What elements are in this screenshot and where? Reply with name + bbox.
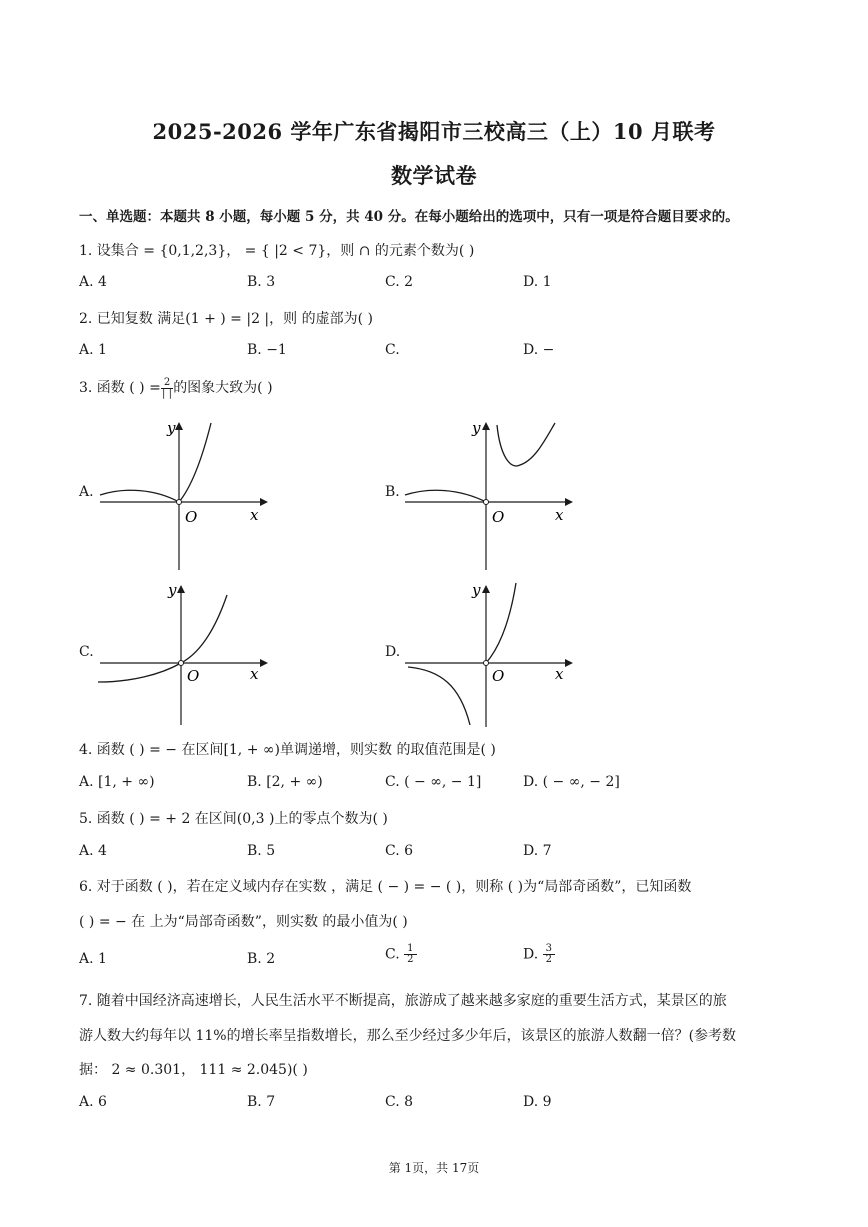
graph-d bbox=[400, 575, 580, 735]
question-2: 2. 已知复数 满足(1 + ) = |2 |，则 的虚部为( ) bbox=[79, 311, 373, 327]
origin-label: O bbox=[187, 667, 200, 685]
fraction-denominator: 2 bbox=[407, 954, 414, 965]
option-c: C. 2 bbox=[385, 274, 414, 290]
fraction bbox=[161, 378, 173, 399]
option-b: B. −1 bbox=[247, 342, 287, 358]
option-c-label: C. bbox=[79, 644, 94, 660]
option-c bbox=[385, 944, 417, 965]
option-a: A. 4 bbox=[79, 274, 107, 290]
option-b: B. 7 bbox=[247, 1094, 276, 1110]
fraction bbox=[404, 944, 416, 965]
option-d: D. 1 bbox=[523, 274, 552, 290]
origin-label: O bbox=[185, 508, 198, 526]
question-3-prefix: 3. 函数 ( ) = bbox=[79, 380, 161, 396]
x-axis-label: x bbox=[250, 506, 259, 524]
option-c: C. bbox=[385, 342, 400, 358]
option-a: A. 6 bbox=[79, 1094, 107, 1110]
option-a: A. 1 bbox=[79, 342, 107, 358]
fraction-denominator: 2 bbox=[545, 954, 553, 965]
x-axis-label: x bbox=[555, 665, 564, 683]
y-axis-label: y bbox=[168, 581, 177, 599]
option-a: A. 1 bbox=[79, 951, 107, 967]
question-3 bbox=[79, 377, 273, 399]
option-b: B. 5 bbox=[247, 843, 276, 859]
option-c: C. 6 bbox=[385, 843, 414, 859]
fraction-numerator: 1 bbox=[404, 944, 416, 955]
option-label: C. bbox=[385, 946, 400, 963]
option-c: C. 8 bbox=[385, 1094, 414, 1110]
y-axis-label: y bbox=[472, 581, 481, 599]
question-7-line-3: 据： 2 ≈ 0.301， 111 ≈ 2.045)( ) bbox=[79, 1062, 308, 1078]
option-b: B. [2, + ∞) bbox=[247, 774, 323, 790]
page-subtitle: 数学试卷 bbox=[391, 163, 477, 188]
option-a: A. 4 bbox=[79, 843, 107, 859]
fraction-numerator: 3 bbox=[543, 944, 555, 955]
question-7-line-2: 游人数大约每年以 11%的增长率呈指数增长，那么至少经过多少年后，该景区的旅游人数翻一倍？(参考数 bbox=[79, 1028, 737, 1044]
fraction-numerator: 2 bbox=[161, 378, 173, 389]
y-axis-label: y bbox=[472, 419, 481, 437]
option-b-label: B. bbox=[385, 484, 400, 500]
option-d: D. ( − ∞, − 2] bbox=[523, 774, 620, 790]
question-3-suffix: 的图象大致为( ) bbox=[173, 380, 273, 396]
graph-a bbox=[95, 415, 275, 575]
page-title: 2025-2026 学年广东省揭阳市三校高三（上）10 月联考 bbox=[152, 119, 716, 144]
option-b: B. 2 bbox=[247, 951, 276, 967]
fraction-denominator: | | bbox=[162, 387, 172, 399]
question-7-line-1: 7. 随着中国经济高速增长，人民生活水平不断提高，旅游成了越来越多家庭的重要生活方式，某景区的旅 bbox=[79, 993, 727, 1009]
option-b: B. 3 bbox=[247, 274, 276, 290]
question-4: 4. 函数 ( ) = − 在区间[1, + ∞)单调递增，则实数 的取值范围是( ) bbox=[79, 742, 496, 758]
x-axis-label: x bbox=[250, 665, 259, 683]
option-d: D. 7 bbox=[523, 843, 552, 859]
option-d-label: D. bbox=[385, 644, 401, 660]
option-label: D. bbox=[523, 946, 539, 963]
option-d: D. 9 bbox=[523, 1094, 552, 1110]
graph-c bbox=[95, 575, 275, 735]
option-a: A. [1, + ∞) bbox=[79, 774, 155, 790]
y-axis-label: y bbox=[167, 419, 176, 437]
page-footer: 第 1页，共 17页 bbox=[388, 1161, 480, 1175]
option-c: C. ( − ∞, − 1] bbox=[385, 774, 482, 790]
origin-label: O bbox=[492, 508, 505, 526]
question-6-line-2: ( ) = − 在 上为“局部奇函数”，则实数 的最小值为( ) bbox=[79, 914, 408, 930]
question-1: 1. 设集合 = {0,1,2,3}， = { |2 < 7}，则 ∩ 的元素个数为( ) bbox=[79, 243, 475, 259]
origin-label: O bbox=[492, 667, 505, 685]
option-a-label: A. bbox=[79, 484, 94, 500]
option-d bbox=[523, 944, 555, 965]
graph-b bbox=[400, 415, 580, 575]
question-6-line-1: 6. 对于函数 ( )，若在定义域内存在实数 ，满足 ( − ) = − ( )，则称 ( )为“局部奇函数”，已知函数 bbox=[79, 879, 692, 895]
question-5: 5. 函数 ( ) = + 2 在区间(0,3 )上的零点个数为( ) bbox=[79, 811, 388, 827]
fraction bbox=[543, 944, 555, 965]
x-axis-label: x bbox=[555, 506, 564, 524]
section-heading: 一、单选题：本题共 8 小题，每小题 5 分，共 40 分。在每小题给出的选项中，只有一项是符合题目要求的。 bbox=[79, 209, 739, 225]
option-d: D. − bbox=[523, 342, 555, 358]
